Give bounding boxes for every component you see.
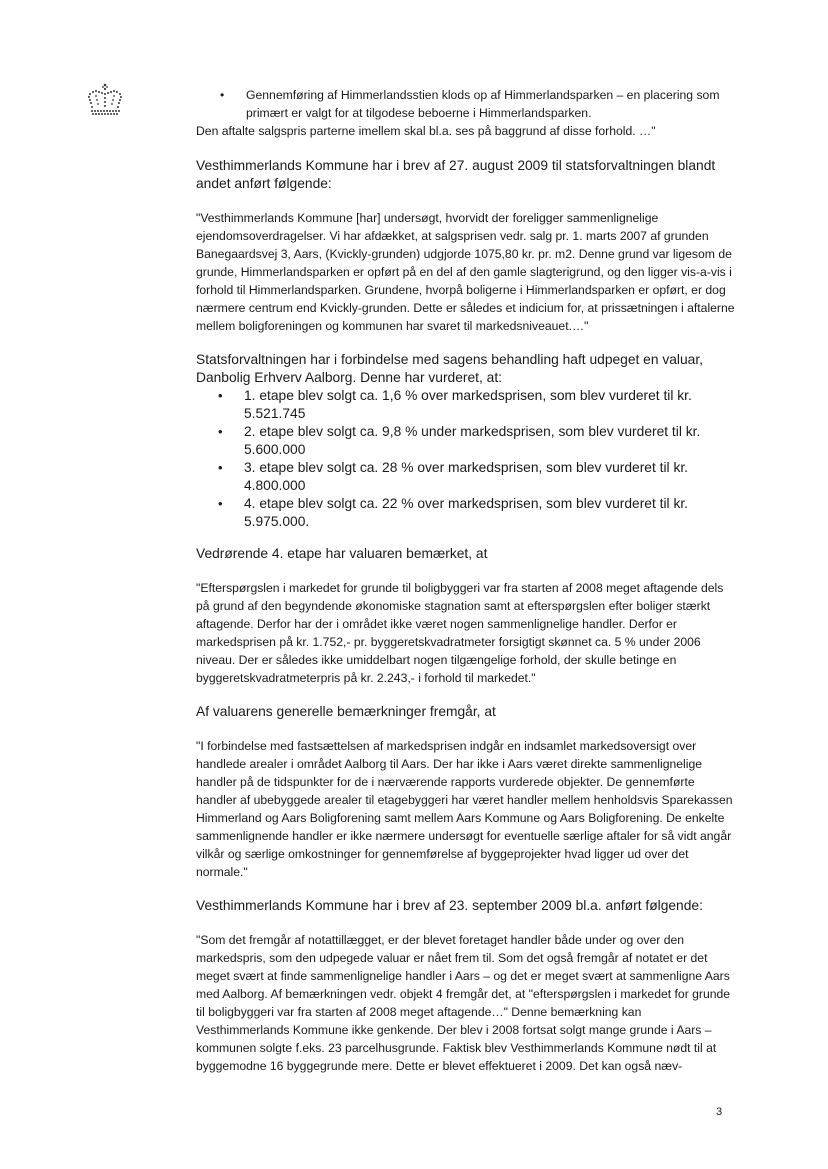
crown-logo-icon: [84, 82, 126, 118]
list-item: • Gennemføring af Himmerlandsstien klods op af Himmerlandsparken – en placering som primært er valgt for at tilgodese beboerne i Himmerlandsparken.: [246, 86, 736, 122]
paragraph-brev-23-september: Vesthimmerlands Kommune har i brev af 23. september 2009 bl.a. anført følgende:: [196, 898, 703, 913]
list-item: • 1. etape blev solgt ca. 1,6 % over markedsprisen, som blev vurderet til kr. 5.521.745: [244, 387, 736, 423]
page-number: 3: [716, 1106, 723, 1118]
list-item: • 4. etape blev solgt ca. 22 % over markedsprisen, som blev vurderet til kr. 5.975.000.: [244, 495, 736, 531]
document-body: [196, 86, 736, 1075]
quote-kommune-2: "Som det fremgår af notattillægget, er der blevet foretaget handler både under og over den markedspris, som den udpegede valuar er nået frem til. Som det også fremgår af notatet er det meget svært at finde sammenlignelige handler i Aars – og det er meget svært at sammenligne Aars med Aalborg. Af bemærkningen vedr. objekt 4 fremgår det, at "efterspørgslen i markedet for grunde til boligbyggeri var fra starten af 2008 meget aftagende…" Denne bemærkning kan Vesthimmerlands Kommune ikke genkende. Der blev i 2008 fortsat solgt mange grunde i Aars – kommunen solgte f.eks. 23 parcelhusgrunde. Faktisk blev Vesthimmerlands Kommune nødt til at byggemodne 16 byggegrunde mere. Dette er blevet effektueret i 2009. Det kan også næv-: [196, 933, 731, 1073]
etape-list: [196, 387, 736, 531]
quote-valuar-1: "Efterspørgslen i markedet for grunde til boligbyggeri var fra starten af 2008 meget aftagende dels på grund af den begyndende økonomiske stagnation samt at efterspørgslen efter boliger stærkt aftagende. Derfor har der i området ikke været nogen sammenlignelige handler. Derfor er markedsprisen på kr. 1.752,- pr. byggeretskvadratmeter forsigtigt skønnet ca. 5 % under 2006 niveau. Der er således ikke umiddelbart nogen tilgængelige forhold, der skulle betinge en byggeretskvadratmeterpris på kr. 2.243,- i forhold til markedet.": [196, 581, 724, 685]
paragraph-generelle: Af valuarens generelle bemærkninger fremgår, at: [196, 704, 496, 719]
top-line: Den aftalte salgspris parterne imellem skal bl.a. ses på baggrund af disse forhold. …": [196, 124, 656, 138]
paragraph-etape-4: Vedrørende 4. etape har valuaren bemærket, at: [196, 546, 488, 561]
paragraph-brev-27-august: Vesthimmerlands Kommune har i brev af 27. august 2009 til statsforvaltningen blandt andet anført følgende:: [196, 158, 716, 191]
quote-kommune-1: "Vesthimmerlands Kommune [har] undersøgt, hvorvidt der foreligger sammenlignelige ejendomsoverdragelser. Vi har afdækket, at salgsprisen vedr. salg pr. 1. marts 2007 af grunden Banegaardsvej 3, Aars, (Kvickly-grunden) udgjorde 1075,80 kr. pr. m2. Denne grund var ligesom de grunde, Himmerlandsparken er opført på en del af den gamle slagterigrund, og den ligger vis-a-vis i forhold til Himmerlandsparken. Grundene, hvorpå boligerne i Himmerlandsparken er opført, er dog nærmere centrum end Kvickly-grunden. Dette er således et indicium for, at prissætningen i aftalerne mellem boligforeningen og kommunen har svaret til markedsniveauet.…": [196, 211, 735, 333]
top-bullet-list: [196, 86, 736, 122]
quote-valuar-2: "I forbindelse med fastsættelsen af markedsprisen indgår en indsamlet markedsoversigt over handlede arealer i området Aalborg til Aars. Der har ikke i Aars været direkte sammenlignelige handler på de tidspunkter for de i nærværende rapports vurderede objekter. De gennemførte handler af ubebyggede arealer til etagebyggeri har været handler mellem henholdsvis Sparekassen Himmerland og Aars Boligforening samt mellem Aars Kommune og Aars Boligforening. De enkelte sammenlignende handler er ikke nærmere undersøgt for eventuelle særlige aftaler for så vidt angår vilkår og særlige omkostninger for gennemførelse af byggeprojekter hvad ligger ud over det normale.": [196, 739, 733, 879]
list-item: • 2. etape blev solgt ca. 9,8 % under markedsprisen, som blev vurderet til kr. 5.600.000: [244, 423, 736, 459]
paragraph-valuar: Statsforvaltningen har i forbindelse med sagens behandling haft udpeget en valuar, Danbolig Erhverv Aalborg. Denne har vurderet, at:: [196, 352, 704, 385]
list-item: • 3. etape blev solgt ca. 28 % over markedsprisen, som blev vurderet til kr. 4.800.000: [244, 459, 736, 495]
